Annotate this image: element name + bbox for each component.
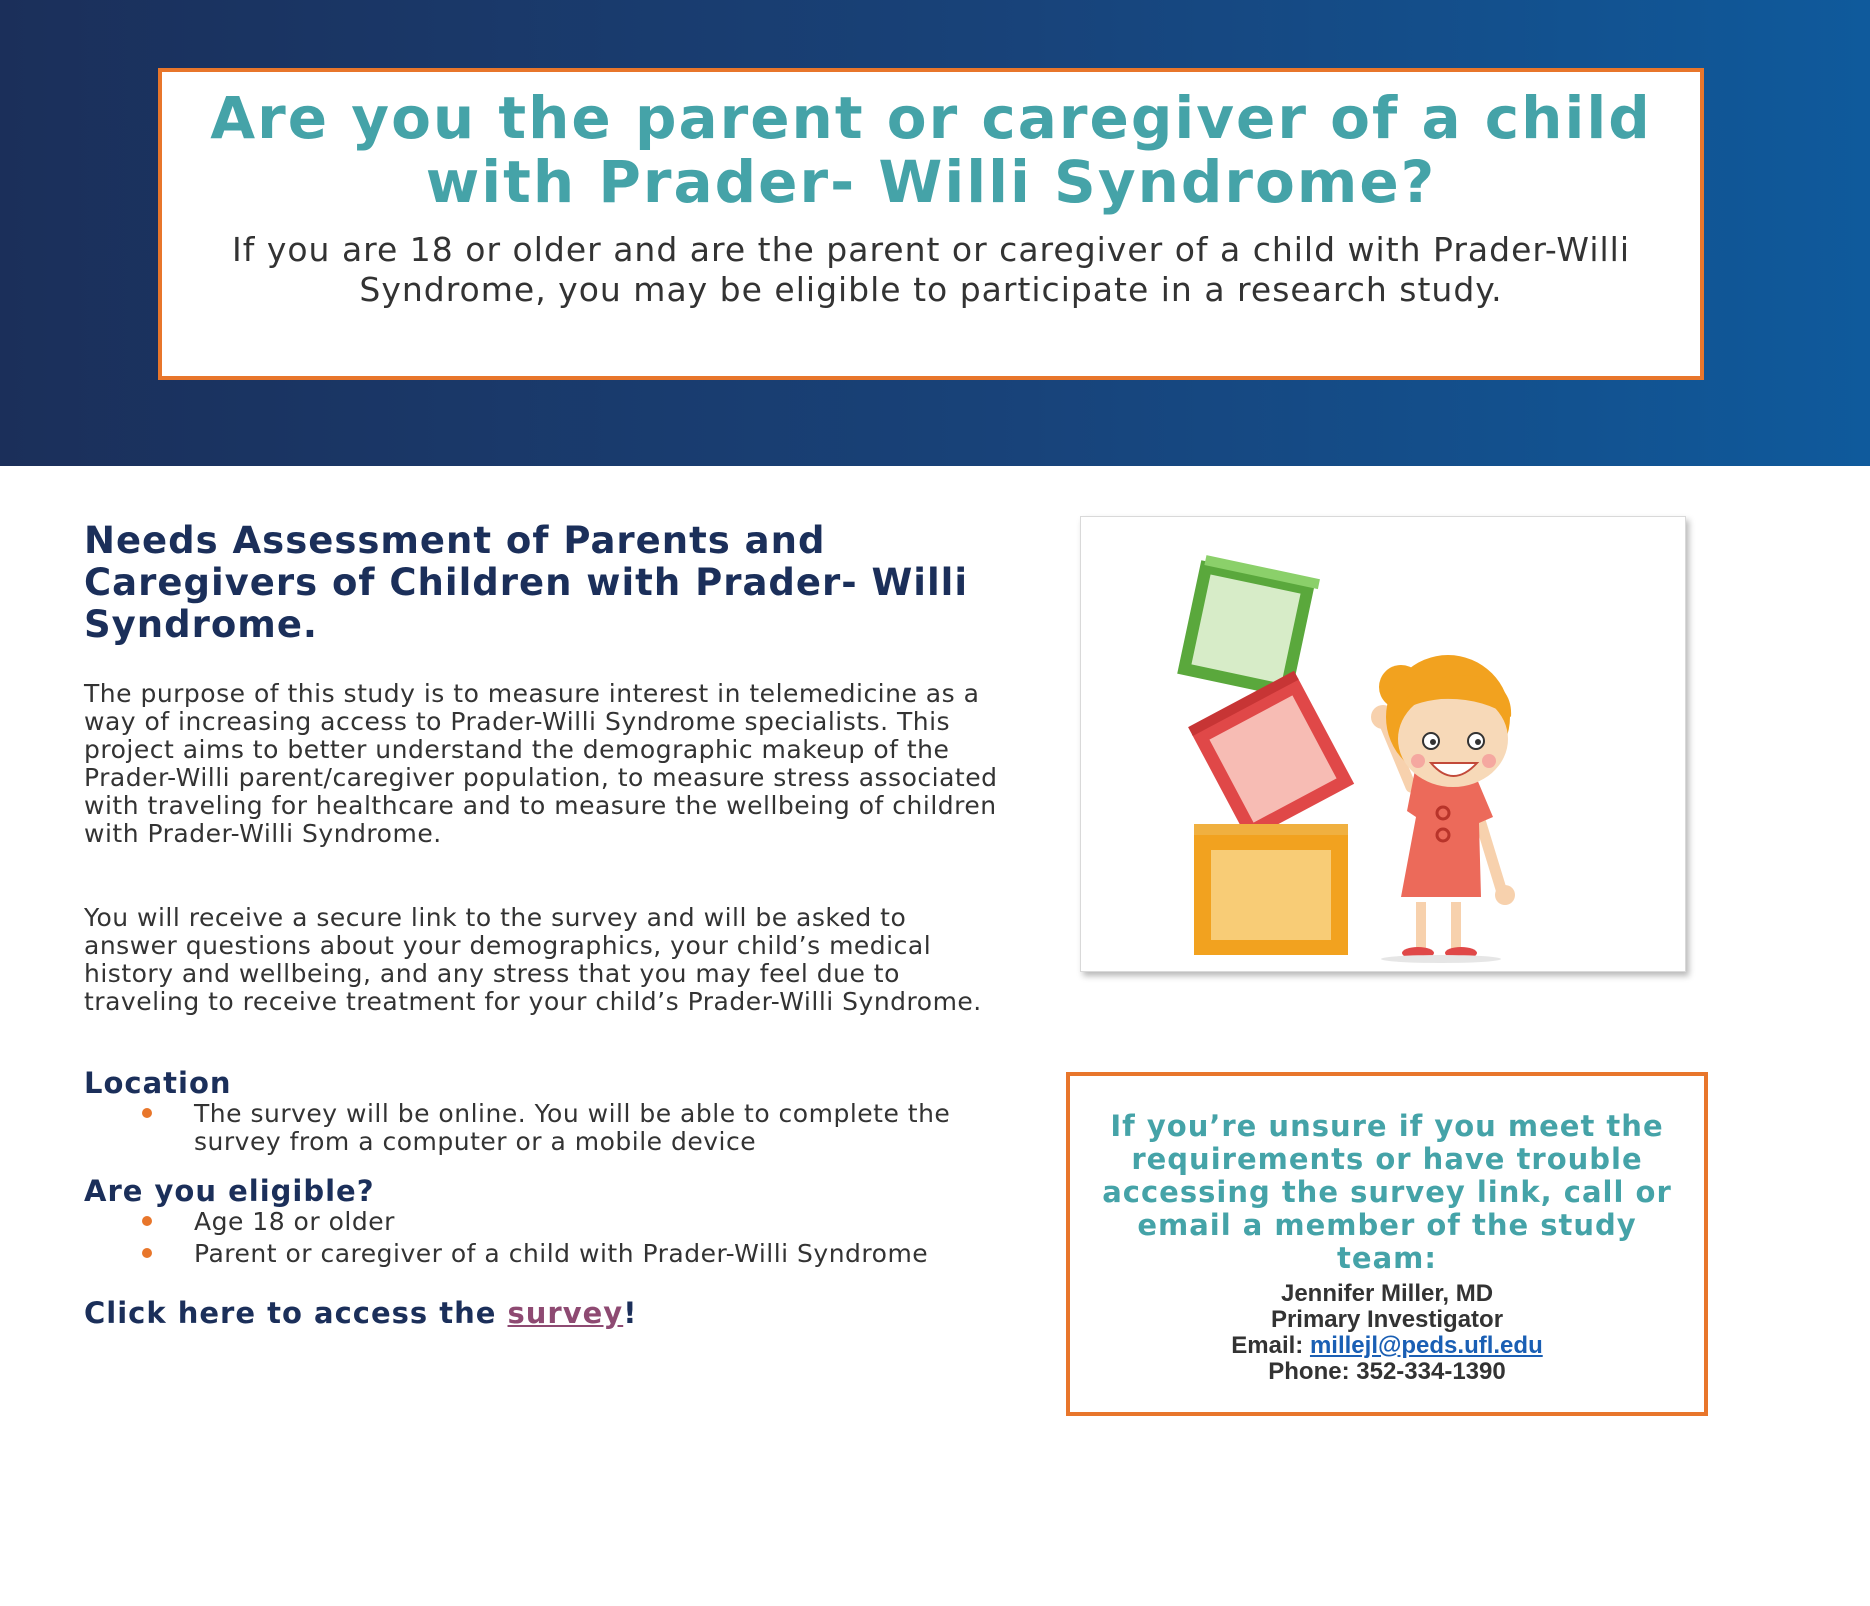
email-link[interactable]: millejl@peds.ufl.edu [1309, 1332, 1543, 1359]
eligibility-heading: Are you eligible? [84, 1174, 375, 1208]
survey-cta [84, 1296, 1004, 1330]
survey-link[interactable]: survey [507, 1296, 624, 1330]
hero-subtitle: If you are 18 or older and are the parent or caregiver of a child with Prader-Willi Syndrome, you may be eligible to participate in a research study. [231, 230, 1631, 309]
bullet-icon [142, 1108, 152, 1118]
study-title: Needs Assessment of Parents and Caregivers of Children with Prader- Willi Syndrome. [84, 519, 969, 646]
cta-end: ! [623, 1296, 638, 1330]
study-purpose-paragraph: The purpose of this study is to measure interest in telemedicine as a way of increasing access to Prader-Willi Syndrome specialists. This project aims to better understand the demographic makeup of the Prader-Willi parent/caregiver population, to measure stress associated with traveling for healthcare and to measure the wellbeing of children with Prader-Willi Syndrome. [84, 679, 998, 848]
contact-phone: Phone: 352-334-1390 [1268, 1358, 1506, 1385]
contact-email-line [1070, 1333, 1704, 1359]
child-stacking-blocks-icon [1081, 517, 1685, 971]
bullet-icon [142, 1248, 152, 1258]
bullet-icon [142, 1216, 152, 1226]
list-item-text: Age 18 or older [194, 1207, 395, 1236]
contact-role: Primary Investigator [1270, 1306, 1504, 1333]
email-label: Email: [1231, 1332, 1310, 1359]
header-banner [0, 0, 1870, 466]
list-item [194, 1100, 1004, 1156]
location-list [84, 1100, 1004, 1156]
survey-info-paragraph: You will receive a secure link to the survey and will be asked to answer questions about your demographics, your child’s medical history and wellbeing, and any stress that you may feel due to traveling to receive treatment for your child’s Prader-Willi Syndrome. [84, 903, 982, 1016]
list-item [194, 1208, 1004, 1236]
contact-box [1066, 1072, 1708, 1416]
hero-title: Are you the parent or caregiver of a child with Prader- Willi Syndrome? [210, 84, 1652, 216]
list-item-text: The survey will be online. You will be able to complete the survey from a computer or a mobile device [194, 1099, 951, 1156]
list-item-text: Parent or caregiver of a child with Prader-Willi Syndrome [194, 1239, 929, 1268]
illustration-frame [1080, 516, 1686, 972]
location-heading: Location [84, 1066, 232, 1100]
contact-lead: If you’re unsure if you meet the requirements or have trouble accessing the survey link, call or email a member of the study team: [1102, 1109, 1672, 1275]
hero-box [158, 68, 1704, 380]
contact-name: Jennifer Miller, MD [1280, 1280, 1494, 1307]
list-item [194, 1240, 1004, 1268]
eligibility-list [84, 1208, 1004, 1268]
cta-text: Click here to access the [84, 1296, 508, 1330]
study-details [84, 520, 1004, 1359]
